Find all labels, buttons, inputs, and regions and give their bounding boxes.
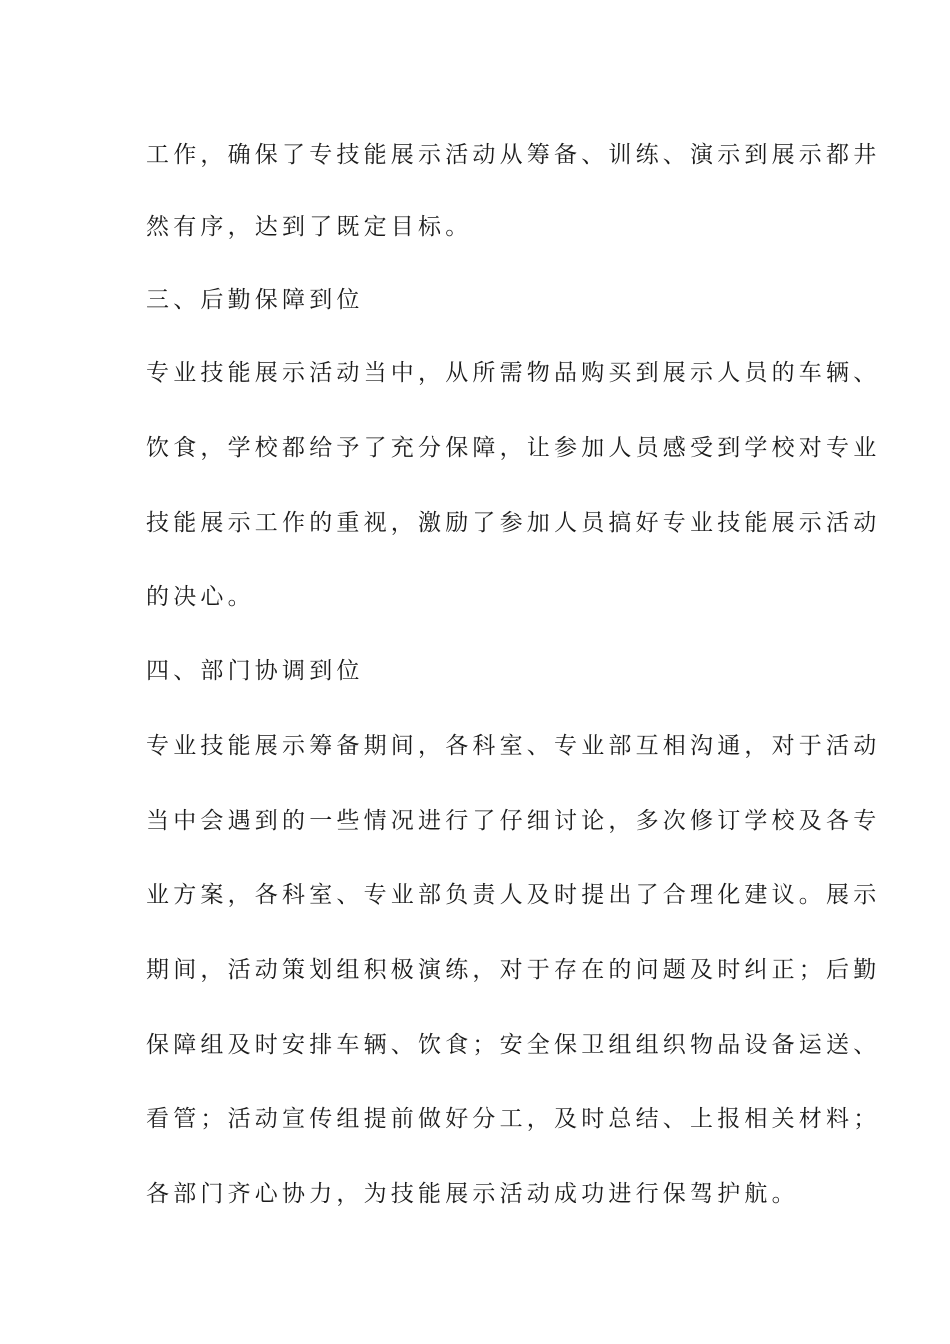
- paragraph-coordination-line-4: 期间，活动策划组积极演练，对于存在的问题及时纠正；后勤: [146, 957, 881, 983]
- paragraph-coordination-line-5: 保障组及时安排车辆、饮食；安全保卫组组织物品设备运送、: [146, 1032, 881, 1058]
- paragraph-line-continuation-end: 然有序，达到了既定目标。: [146, 214, 473, 240]
- section-heading-logistics: 三、后勤保障到位: [146, 287, 364, 313]
- paragraph-logistics-line-2: 饮食，学校都给予了充分保障，让参加人员感受到学校对专业: [146, 435, 881, 461]
- paragraph-logistics-line-3: 技能展示工作的重视，激励了参加人员搞好专业技能展示活动: [146, 510, 881, 536]
- paragraph-logistics-line-1: 专业技能展示活动当中，从所需物品购买到展示人员的车辆、: [146, 360, 881, 386]
- paragraph-coordination-line-1: 专业技能展示筹备期间，各科室、专业部互相沟通，对于活动: [146, 733, 881, 759]
- paragraph-coordination-line-2: 当中会遇到的一些情况进行了仔细讨论，多次修订学校及各专: [146, 808, 881, 834]
- section-heading-coordination: 四、部门协调到位: [146, 658, 364, 684]
- paragraph-coordination-line-3: 业方案，各科室、专业部负责人及时提出了合理化建议。展示: [146, 882, 881, 908]
- paragraph-coordination-line-7: 各部门齐心协力，为技能展示活动成功进行保驾护航。: [146, 1181, 799, 1207]
- paragraph-line-continuation: 工作，确保了专技能展示活动从筹备、训练、演示到展示都井: [146, 142, 881, 168]
- paragraph-logistics-line-4: 的决心。: [146, 584, 255, 610]
- paragraph-coordination-line-6: 看管；活动宣传组提前做好分工，及时总结、上报相关材料；: [146, 1106, 881, 1132]
